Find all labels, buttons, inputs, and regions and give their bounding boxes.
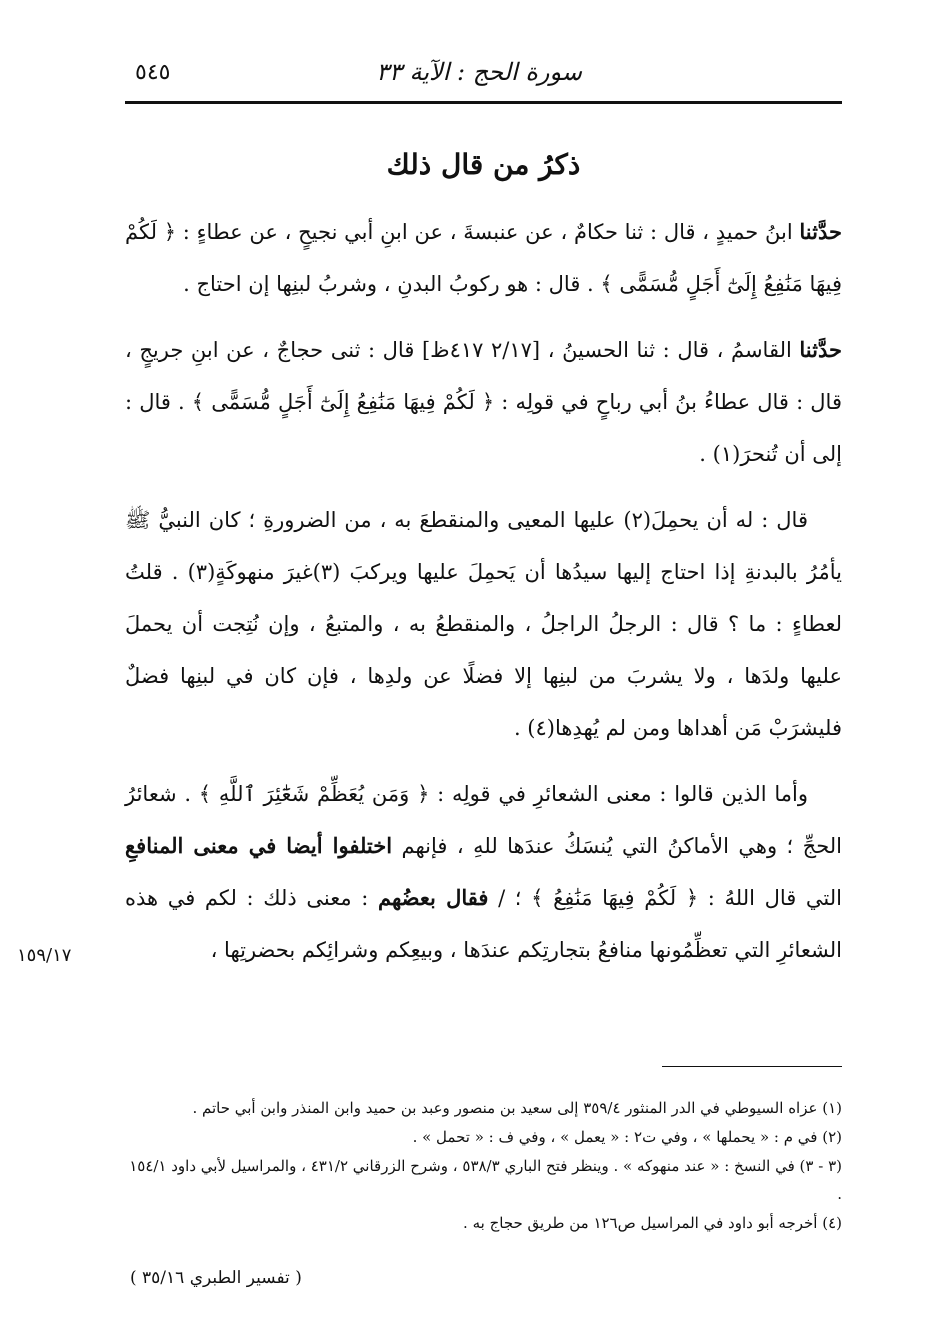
paragraph-1 — [125, 206, 842, 310]
footnote: (٢) في م : « يحملها » ، وفي ت٢ : « يعمل » ، وفي ف : « تحمل » . — [412, 1128, 842, 1146]
main-text — [125, 206, 842, 990]
paragraph-lead: حدَّثنا — [799, 337, 842, 362]
paragraph-text: ابنُ حميدٍ ، قال : ثنا حكامٌ ، عن عنبسةَ ، عن ابنِ أبي نجيحٍ ، عن عطاءٍ : ﴿ لَكُمْ فِيهَا مَنَٰفِعُ إِلَىٰٓ أَجَلٍ مُّسَمًّى ﴾ . قال : هو ركوبُ البدنِ ، وشربُ لبنِها إن احتاج . — [125, 220, 842, 296]
margin-reference: ١٥٩/١٧ — [17, 945, 72, 966]
paragraph-text: القاسمُ ، قال : ثنا الحسينُ ، [٢/١٧ ٤١٧ظ] قال : ثنى حجاجٌ ، عن ابنِ جريجٍ ، قال : قال عطاءُ بنُ أبي رباحٍ في قولِه : ﴿ لَكُمْ فِيهَا مَنَٰفِعُ إِلَىٰٓ أَجَلٍ مُّسَمًّى ﴾ . قال : إلى أن تُنحرَ(١) . — [125, 338, 842, 466]
page-number: ٥٤٥ — [135, 60, 171, 85]
paragraph-2 — [125, 324, 842, 480]
volume-tag: ( تفسير الطبري ٣٥/١٦ ) — [130, 1268, 302, 1288]
paragraph-bold-phrase: اختلفوا أيضا في معنى المنافعِ — [125, 833, 393, 858]
footnote-rule — [662, 1066, 842, 1067]
header-rule — [125, 101, 842, 104]
paragraph-text: التي قال اللهُ : ﴿ لَكُمْ فِيهَا مَنَٰفِعُ ﴾ ؛ / — [488, 886, 842, 910]
paragraph-text: وأما الذين قالوا : معنى الشعائرِ في قولِه : ﴿ وَمَن يُعَظِّمْ شَعَٰٓئِرَ ٱللَّهِ ﴾ . شعائرُ الحجِّ ؛ وهي الأماكنُ التي يُنسَكُ عندَها للهِ ، فإنهم — [125, 782, 842, 858]
paragraph-bold-phrase: فقال بعضُهم — [377, 885, 489, 910]
footnotes — [125, 1094, 842, 1238]
section-heading: ذكرُ من قال ذلك — [386, 148, 581, 181]
footnote: (٣ - ٣) في النسخ : « عند منهوكه » . وينظر فتح الباري ٥٣٨/٣ ، وشرح الزرقاني ٤٣١/٢ ، والمراسيل لأبي داود ١٥٤/١ . — [129, 1157, 842, 1203]
paragraph-lead: حدَّثنا — [799, 219, 842, 244]
running-title: سورة الحج : الآية ٣٣ — [376, 58, 582, 86]
page-header — [125, 50, 842, 102]
footnote: (٤) أخرجه أبو داود في المراسيل ص١٢٦ من طريق حجاج به . — [463, 1214, 842, 1232]
paragraph-3 — [125, 494, 842, 754]
paragraph-text: : معنى ذلك : لكم في هذه الشعائرِ التي تعظِّمُونها منافعُ بتجارتِكم عندَها ، وبيعِكم وشرائِكم بحضرتِها ، — [125, 886, 842, 962]
paragraph-4 — [125, 768, 842, 976]
paragraph-text: قال : له أن يحمِلَ(٢) عليها المعيى والمنقطعَ به ، من الضرورةِ ؛ كان النبيُّ ﷺ يأمُرُ بالبدنةِ إذا احتاج إليها سيدُها أن يَحمِلَ عليها ويركبَ (٣)غيرَ منهوكَةٍ(٣) . قلتُ لعطاءٍ : ما ؟ قال : الرجلُ الراجلُ ، والمنقطعُ به ، والمتبعُ ، وإن نُتِجت أن يحملَ عليها ولدَها ، ولا يشربَ من لبنِها إلا فضلًا عن ولدِها ، فإن كان في لبنِها فضلٌ فليشرَبْ مَن أهداها ومن لم يُهدِها(٤) . — [125, 508, 842, 740]
footnote: (١) عزاه السيوطي في الدر المنثور ٣٥٩/٤ إلى سعيد بن منصور وعبد بن حميد وابن المنذر وابن أبي حاتم . — [192, 1099, 842, 1117]
